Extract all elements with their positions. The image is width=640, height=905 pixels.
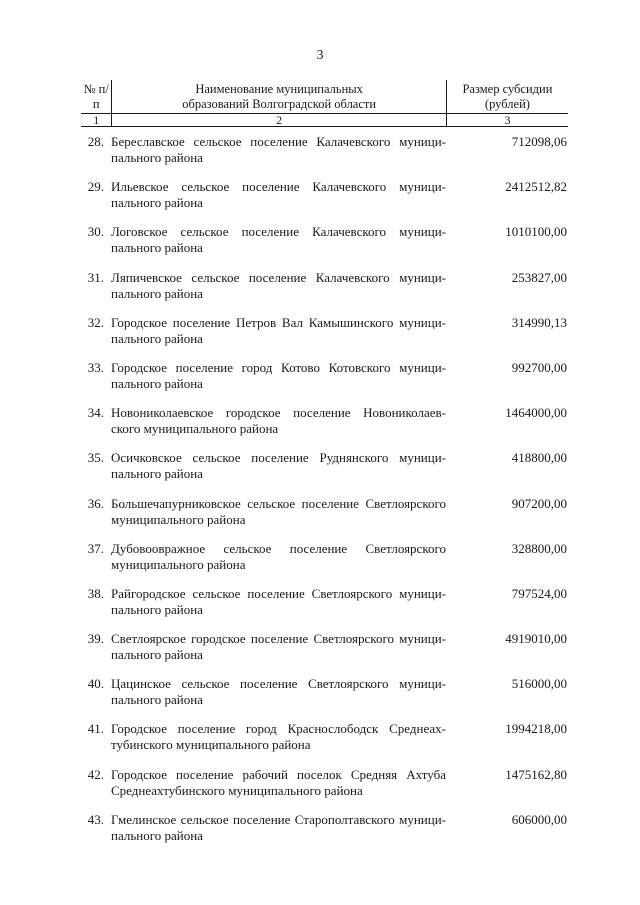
table-row xyxy=(80,676,570,721)
table-row xyxy=(80,812,570,857)
table-row xyxy=(80,360,570,405)
row-number: 42. xyxy=(87,766,104,782)
row-subsidy-amount: 1475162,80 xyxy=(505,766,567,782)
header-name-label xyxy=(112,80,447,114)
row-municipality-name: Цацинское сельское поселение Светлоярского муници-пального района xyxy=(111,676,446,708)
table-row xyxy=(80,179,570,224)
row-number: 41. xyxy=(87,721,104,737)
row-municipality-name: Ляпичевское сельское поселение Калачевского муници-пального района xyxy=(111,269,446,301)
row-municipality-name: Городское поселение город Котово Котовского муници-пального района xyxy=(111,359,446,391)
row-number: 34. xyxy=(87,405,104,421)
row-number: 38. xyxy=(87,585,104,601)
row-subsidy-amount: 4919010,00 xyxy=(505,631,567,647)
header-name-label-line1: Наименование муниципальных xyxy=(195,82,363,96)
table-row xyxy=(80,315,570,360)
table-row xyxy=(80,586,570,631)
row-subsidy-amount: 314990,13 xyxy=(511,314,567,330)
page-number: 3 xyxy=(316,48,324,63)
table-row xyxy=(80,405,570,450)
row-number: 43. xyxy=(87,811,104,827)
row-subsidy-amount: 1010100,00 xyxy=(505,224,567,240)
table-row xyxy=(80,631,570,676)
row-subsidy-amount: 797524,00 xyxy=(511,585,567,601)
row-number: 30. xyxy=(87,224,104,240)
header-table xyxy=(81,80,568,127)
row-municipality-name: Осичковское сельское поселение Руднянского муници-пального района xyxy=(111,450,446,482)
table-row xyxy=(80,767,570,812)
table-header xyxy=(81,80,568,127)
row-municipality-name: Большечапурниковское сельское поселение Светлоярского муниципального района xyxy=(111,495,446,527)
header-amount-label-line1: Размер субсидии xyxy=(462,82,553,96)
header-amount-label-line2: (рублей) xyxy=(484,96,530,111)
row-subsidy-amount: 712098,06 xyxy=(511,134,567,149)
row-subsidy-amount: 606000,00 xyxy=(511,811,567,827)
row-number: 35. xyxy=(87,450,104,466)
row-subsidy-amount: 1464000,00 xyxy=(505,405,567,421)
table-row xyxy=(80,270,570,315)
row-subsidy-amount: 907200,00 xyxy=(511,495,567,511)
row-number: 36. xyxy=(87,495,104,511)
header-name-label-line2: образований Волгоградской области xyxy=(182,96,377,111)
header-num-index: 1 xyxy=(81,114,112,127)
row-number: 37. xyxy=(87,540,104,556)
table-row xyxy=(80,721,570,766)
row-number: 32. xyxy=(87,314,104,330)
header-amount-label xyxy=(446,80,568,114)
row-subsidy-amount: 2412512,82 xyxy=(505,179,567,195)
row-number: 33. xyxy=(87,359,104,375)
row-subsidy-amount: 1994218,00 xyxy=(505,721,567,737)
row-number: 29. xyxy=(87,179,104,195)
table-row xyxy=(80,224,570,269)
table-row xyxy=(80,496,570,541)
row-municipality-name: Гмелинское сельское поселение Старополтавского муници-пального района xyxy=(111,811,446,843)
row-municipality-name: Логовское сельское поселение Калачевского муници-пального района xyxy=(111,224,446,256)
row-municipality-name: Новониколаевское городское поселение Новониколаев-ского муниципального района xyxy=(111,405,446,437)
table-body xyxy=(80,134,570,857)
row-municipality-name: Дубовоовражное сельское поселение Светлоярского муниципального района xyxy=(111,540,446,572)
table-row xyxy=(80,134,570,179)
row-municipality-name: Райгородское сельское поселение Светлоярского муници-пального района xyxy=(111,585,446,617)
row-subsidy-amount: 516000,00 xyxy=(511,676,567,692)
row-municipality-name: Светлоярское городское поселение Светлоярского муници-пального района xyxy=(111,631,446,663)
row-municipality-name: Городское поселение Петров Вал Камышинского муници-пального района xyxy=(111,314,446,346)
table-row xyxy=(80,450,570,495)
header-index-row xyxy=(81,114,568,127)
header-amount-index: 3 xyxy=(446,114,568,127)
row-municipality-name: Городское поселение город Краснослободск Среднеах-тубинского муниципального района xyxy=(111,721,446,753)
row-subsidy-amount: 328800,00 xyxy=(511,540,567,556)
row-subsidy-amount: 992700,00 xyxy=(511,359,567,375)
row-subsidy-amount: 253827,00 xyxy=(511,269,567,285)
header-labels-row xyxy=(81,80,568,114)
row-number: 39. xyxy=(87,631,104,647)
row-subsidy-amount: 418800,00 xyxy=(511,450,567,466)
row-municipality-name: Ильевское сельское поселение Калачевского муници-пального района xyxy=(111,179,446,211)
header-num-label: № п/п xyxy=(81,80,112,114)
row-municipality-name: Береславское сельское поселение Калачевского муници-пального района xyxy=(111,134,446,165)
header-name-index: 2 xyxy=(112,114,447,127)
row-number: 31. xyxy=(87,269,104,285)
row-number: 40. xyxy=(87,676,104,692)
row-municipality-name: Городское поселение рабочий поселок Средняя Ахтуба Среднеахтубинского муниципального района xyxy=(111,766,446,798)
table-row xyxy=(80,541,570,586)
row-number: 28. xyxy=(87,134,104,149)
